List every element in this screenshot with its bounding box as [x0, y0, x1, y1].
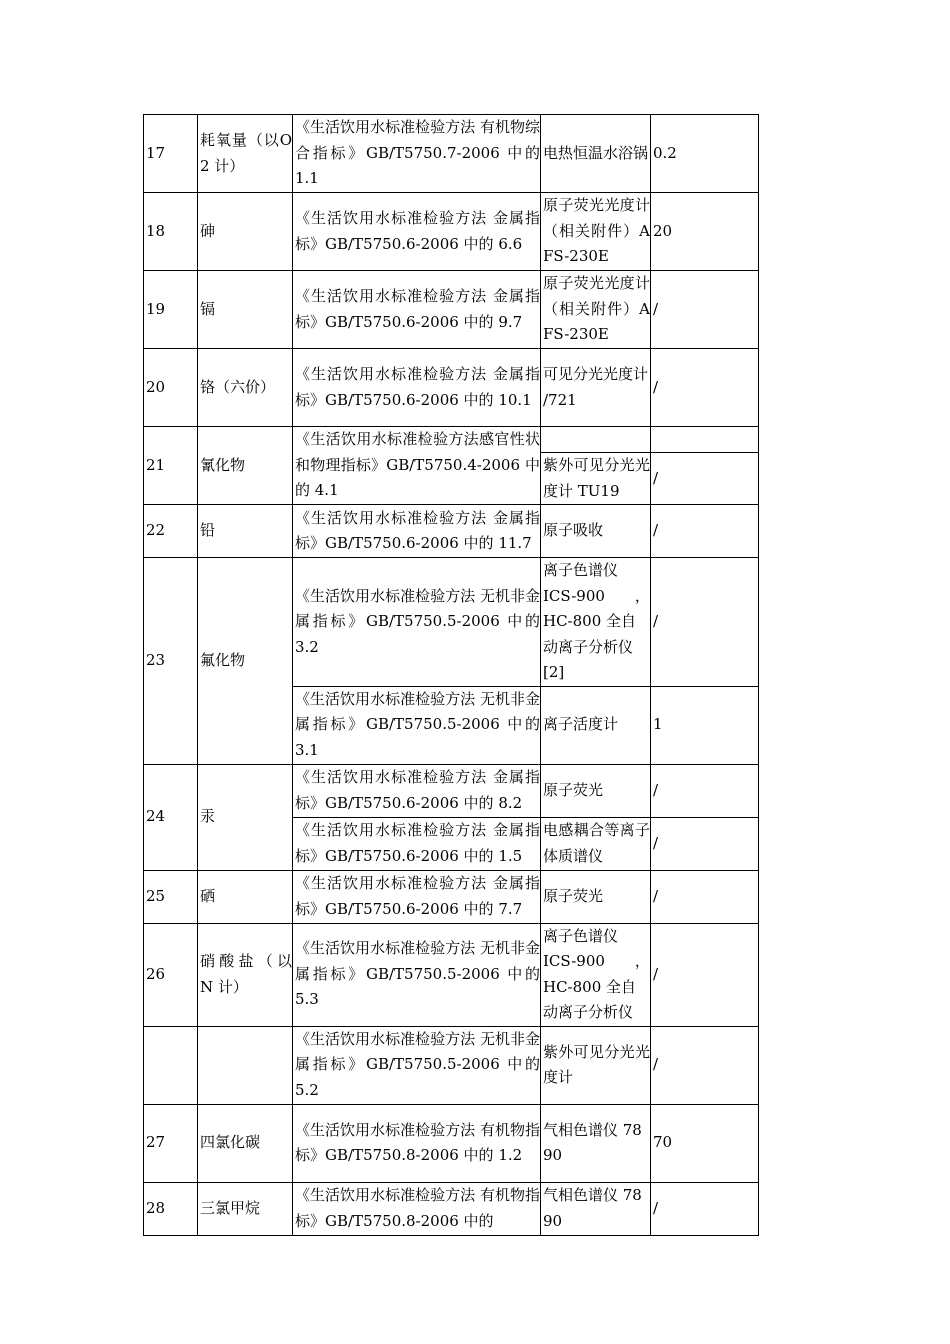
- row-number: 26: [144, 923, 198, 1026]
- instrument: [541, 349, 651, 427]
- row-number: 21: [144, 427, 198, 505]
- detection-limit: /: [651, 1026, 759, 1104]
- test-method: 《生活饮用水标准检验方法 有机物指标》GB/T5750.8-2006 中的: [293, 1182, 541, 1235]
- test-method: 《生活饮用水标准检验方法 金属指标》GB/T5750.6-2006 中的 11.7: [293, 505, 541, 558]
- detection-limit: 70: [651, 1104, 759, 1182]
- table-row: [144, 1182, 759, 1235]
- detection-limit: /: [651, 453, 759, 505]
- table-row: [144, 427, 759, 453]
- test-method: 《生活饮用水标准检验方法 金属指标》GB/T5750.6-2006 中的 10.1: [293, 349, 541, 427]
- instrument: 原子吸收: [541, 505, 651, 558]
- detection-limit: 1: [651, 686, 759, 764]
- test-method: 《生活饮用水标准检验方法 有机物综合指标》GB/T5750.7-2006 中的 1.1: [293, 115, 541, 193]
- instrument: 原子荧光: [541, 870, 651, 923]
- detection-limit: /: [651, 870, 759, 923]
- row-number: 19: [144, 271, 198, 349]
- instrument-empty-cell: [541, 427, 651, 453]
- instrument: 气相色谱仪 7890: [541, 1182, 651, 1235]
- detection-limit: /: [651, 923, 759, 1026]
- detection-limit: 20: [651, 193, 759, 271]
- limit-empty-cell: [651, 427, 759, 453]
- water-test-methods-table: [143, 114, 759, 1236]
- test-method: 《生活饮用水标准检验方法 有机物指标》GB/T5750.8-2006 中的 1.2: [293, 1104, 541, 1182]
- row-number: 20: [144, 349, 198, 427]
- instrument: 紫外可见分光光度计: [541, 1026, 651, 1104]
- table-row: [144, 349, 759, 427]
- test-method: 《生活饮用水标准检验方法感官性状和物理指标》GB/T5750.4-2006 中的 4.1: [293, 427, 541, 505]
- table-row: [144, 505, 759, 558]
- instrument: 原子荧光光度计（相关附件）AFS-230E: [541, 193, 651, 271]
- test-item: 三氯甲烷: [198, 1182, 293, 1235]
- test-item: 硒: [198, 870, 293, 923]
- test-method: 《生活饮用水标准检验方法 金属指标》GB/T5750.6-2006 中的 7.7: [293, 870, 541, 923]
- row-number: 25: [144, 870, 198, 923]
- instrument: 原子荧光光度计（相关附件）AFS-230E: [541, 271, 651, 349]
- detection-limit: /: [651, 1182, 759, 1235]
- detection-limit: 0.2: [651, 115, 759, 193]
- instrument-model-alt: HC-800 全自动离子分析仪: [543, 977, 637, 1021]
- test-item: 铬（六价）: [198, 349, 293, 427]
- row-number: 27: [144, 1104, 198, 1182]
- row-number: 23: [144, 558, 198, 765]
- test-item: 耗氧量（以O2 计）: [198, 115, 293, 193]
- instrument-model: /721: [543, 390, 577, 409]
- test-item: 铅: [198, 505, 293, 558]
- test-method: 《生活饮用水标准检验方法 金属指标》GB/T5750.6-2006 中的 9.7: [293, 271, 541, 349]
- detection-limit: /: [651, 817, 759, 870]
- detection-limit: /: [651, 349, 759, 427]
- test-item: 硝酸盐（以 N 计）: [198, 923, 293, 1026]
- test-item: 镉: [198, 271, 293, 349]
- detection-limit: /: [651, 558, 759, 687]
- table-row: [144, 193, 759, 271]
- test-method: 《生活饮用水标准检验方法 无机非金属指标》GB/T5750.5-2006 中的 3.2: [293, 558, 541, 687]
- row-number: 17: [144, 115, 198, 193]
- test-item: 氰化物: [198, 427, 293, 505]
- instrument: [541, 923, 651, 1026]
- instrument-model-alt: HC-800 全自动离子分析仪[2]: [543, 612, 637, 681]
- table-row: [144, 1104, 759, 1182]
- table-row: [144, 870, 759, 923]
- table-row: [144, 115, 759, 193]
- row-number: 24: [144, 764, 198, 870]
- test-method: 《生活饮用水标准检验方法 金属指标》GB/T5750.6-2006 中的 6.6: [293, 193, 541, 271]
- instrument: 电感耦合等离子体质谱仪: [541, 817, 651, 870]
- instrument-name: 可见分光光度计: [543, 365, 649, 383]
- test-item: [198, 1026, 293, 1104]
- instrument: 气相色谱仪 7890: [541, 1104, 651, 1182]
- instrument-model: ICS-900 ，: [543, 952, 650, 970]
- test-item: 四氯化碳: [198, 1104, 293, 1182]
- instrument-model: ICS-900 ，: [543, 586, 650, 605]
- test-item: 氟化物: [198, 558, 293, 765]
- detection-limit: /: [651, 505, 759, 558]
- table-row: [144, 1026, 759, 1104]
- detection-limit: /: [651, 271, 759, 349]
- test-item: 汞: [198, 764, 293, 870]
- test-method: 《生活饮用水标准检验方法 无机非金属指标》GB/T5750.5-2006 中的 3.1: [293, 686, 541, 764]
- detection-limit: /: [651, 764, 759, 817]
- row-number: 22: [144, 505, 198, 558]
- instrument: 电热恒温水浴锅: [541, 115, 651, 193]
- row-number: [144, 1026, 198, 1104]
- row-number: 28: [144, 1182, 198, 1235]
- instrument: 离子活度计: [541, 686, 651, 764]
- test-method: 《生活饮用水标准检验方法 无机非金属指标》GB/T5750.5-2006 中的 5.2: [293, 1026, 541, 1104]
- test-method: 《生活饮用水标准检验方法 无机非金属指标》GB/T5750.5-2006 中的 5.3: [293, 923, 541, 1026]
- instrument: [541, 558, 651, 687]
- test-method: 《生活饮用水标准检验方法 金属指标》GB/T5750.6-2006 中的 8.2: [293, 764, 541, 817]
- instrument: 紫外可见分光光度计 TU19: [541, 453, 651, 505]
- table-row: [144, 558, 759, 687]
- row-number: 18: [144, 193, 198, 271]
- instrument: 原子荧光: [541, 764, 651, 817]
- instrument-name: 离子色谱仪: [543, 926, 619, 945]
- table-row: [144, 271, 759, 349]
- table-row: [144, 923, 759, 1026]
- test-item: 砷: [198, 193, 293, 271]
- test-method: 《生活饮用水标准检验方法 金属指标》GB/T5750.6-2006 中的 1.5: [293, 817, 541, 870]
- table-row: [144, 764, 759, 817]
- instrument-name: 离子色谱仪: [543, 561, 619, 579]
